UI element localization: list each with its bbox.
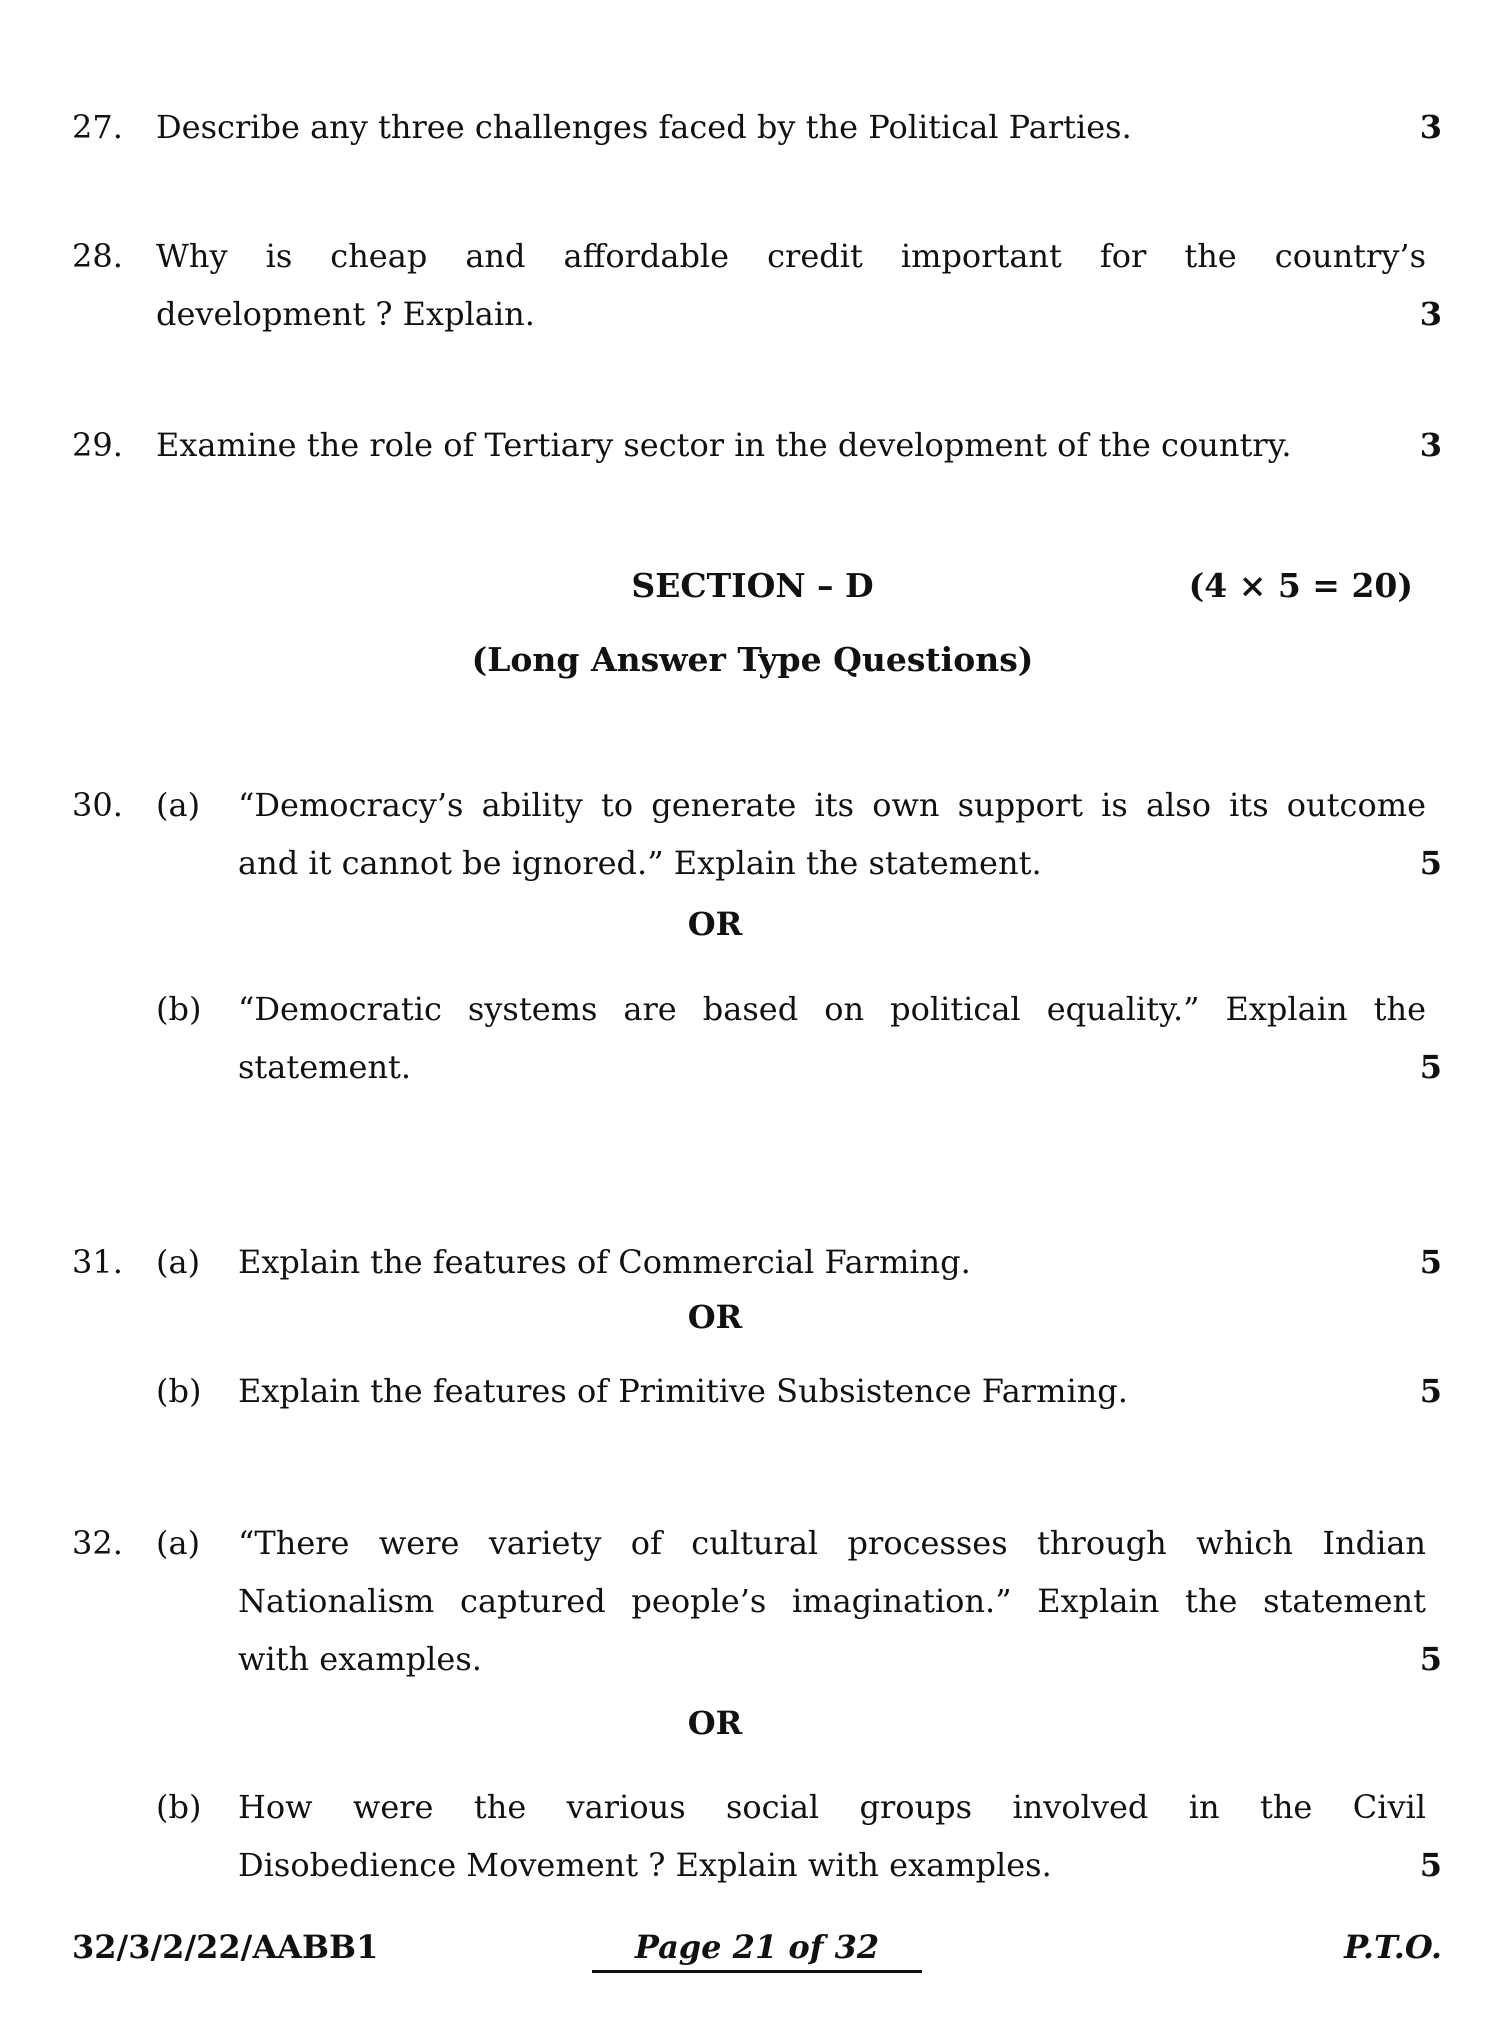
paper-code: 32/3/2/22/AABB1 [72,1928,379,1966]
question-text-line: “Democratic systems are based on political equality.” Explain the [238,990,1426,1028]
please-turn-over: P.T.O. [1344,1928,1442,1966]
question-text-line: Why is cheap and affordable credit important for the country’s [156,237,1426,275]
question-text: Explain the features of Primitive Subsistence Farming. [238,1372,1128,1410]
question-part-label: (a) [156,1524,201,1562]
question-marks: 3 [1419,295,1442,333]
or-divider: OR [687,905,743,943]
section-marks: (4 × 5 = 20) [1188,566,1413,605]
question-text-line: Disobedience Movement ? Explain with examples. [238,1846,1052,1884]
or-divider: OR [687,1298,743,1336]
question-text [156,227,1426,343]
question-part-label: (b) [156,990,202,1028]
question-32b [72,1778,1442,1898]
question-text: Explain the features of Commercial Farming. [238,1243,971,1281]
or-divider: OR [687,1704,743,1742]
question-text [238,1778,1426,1894]
question-text: Examine the role of Tertiary sector in the development of the country. [156,426,1292,464]
question-text [238,980,1426,1096]
question-28 [72,227,1442,347]
question-number: 31. [72,1243,123,1281]
question-text-line: statement. [238,1048,412,1086]
page-number: Page 21 of 32 [592,1928,922,1973]
question-part-label: (a) [156,786,201,824]
question-29 [72,416,1442,476]
question-text-line: “There were variety of cultural processes through which Indian [238,1524,1426,1562]
question-text-line: “Democracy’s ability to generate its own support is also its outcome [238,786,1426,824]
question-part-label: (a) [156,1243,201,1281]
question-marks: 3 [1419,108,1442,146]
question-30b [72,980,1442,1100]
question-text-line: How were the various social groups involved in the Civil [238,1788,1426,1826]
question-marks: 5 [1419,1640,1442,1678]
question-text [238,776,1426,892]
question-number: 32. [72,1524,123,1562]
section-title: SECTION – D [631,566,874,605]
question-number: 28. [72,237,123,275]
question-number: 30. [72,786,123,824]
question-text-line: with examples. [238,1640,482,1678]
question-marks: 5 [1419,844,1442,882]
question-number: 27. [72,108,123,146]
question-32a [72,1514,1442,1694]
question-text-line: Nationalism captured people’s imagination.” Explain the statement [238,1582,1426,1620]
question-marks: 5 [1419,1048,1442,1086]
question-marks: 3 [1419,426,1442,464]
question-number: 29. [72,426,123,464]
question-part-label: (b) [156,1372,202,1410]
question-text-line: and it cannot be ignored.” Explain the statement. [238,844,1042,882]
question-marks: 5 [1419,1243,1442,1281]
question-marks: 5 [1419,1846,1442,1884]
question-marks: 5 [1419,1372,1442,1410]
question-text-line: development ? Explain. [156,295,535,333]
question-text [238,1514,1426,1688]
question-31a [72,1233,1442,1293]
question-text: Describe any three challenges faced by the Political Parties. [156,108,1132,146]
question-30a [72,776,1442,896]
page-footer [72,1928,1442,1978]
question-31b [72,1362,1442,1422]
section-subtitle: (Long Answer Type Questions) [471,640,1034,679]
question-part-label: (b) [156,1788,202,1826]
question-27 [72,98,1442,158]
